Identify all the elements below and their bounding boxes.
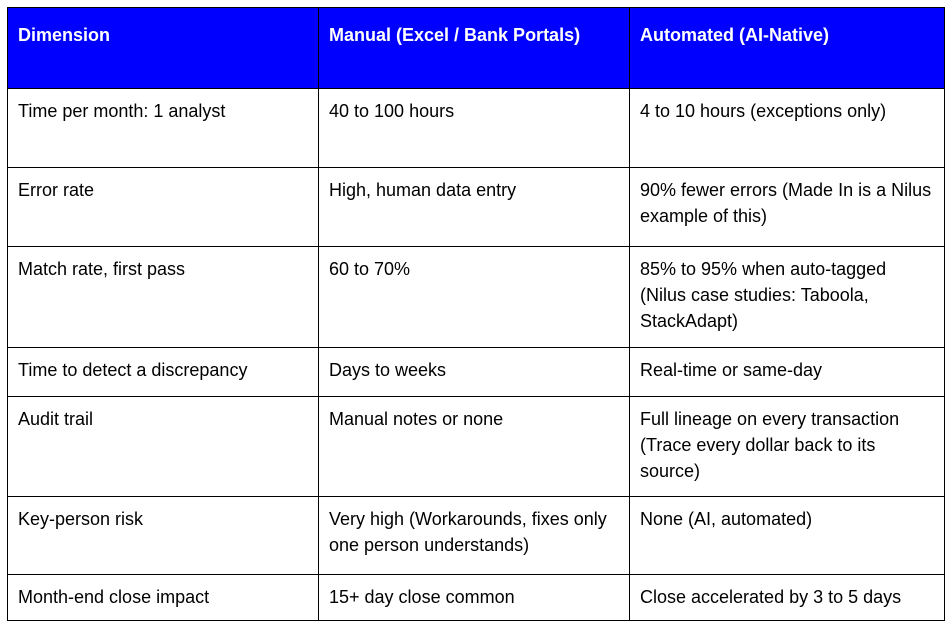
cell-manual: Days to weeks: [319, 348, 630, 397]
cell-manual: 60 to 70%: [319, 247, 630, 348]
cell-automated: Close accelerated by 3 to 5 days: [630, 575, 945, 621]
cell-manual: 40 to 100 hours: [319, 89, 630, 168]
table-row: [8, 397, 945, 497]
cell-dimension: Key-person risk: [8, 497, 319, 575]
cell-dimension: Match rate, first pass: [8, 247, 319, 348]
table-row: [8, 168, 945, 247]
cell-automated: None (AI, automated): [630, 497, 945, 575]
header-automated: Automated (AI-Native): [630, 8, 945, 89]
cell-dimension: Time to detect a discrepancy: [8, 348, 319, 397]
header-dimension: Dimension: [8, 8, 319, 89]
cell-dimension: Time per month: 1 analyst: [8, 89, 319, 168]
cell-automated: Real-time or same-day: [630, 348, 945, 397]
header-manual: Manual (Excel / Bank Portals): [319, 8, 630, 89]
cell-automated: 4 to 10 hours (exceptions only): [630, 89, 945, 168]
table-header-row: [8, 8, 945, 89]
cell-manual: Manual notes or none: [319, 397, 630, 497]
table-row: [8, 497, 945, 575]
cell-dimension: Month-end close impact: [8, 575, 319, 621]
table-row: [8, 247, 945, 348]
cell-dimension: Audit trail: [8, 397, 319, 497]
cell-automated: Full lineage on every transaction (Trace every dollar back to its source): [630, 397, 945, 497]
cell-automated: 90% fewer errors (Made In is a Nilus example of this): [630, 168, 945, 247]
table-row: [8, 348, 945, 397]
cell-manual: Very high (Workarounds, fixes only one person understands): [319, 497, 630, 575]
comparison-table: [7, 7, 945, 621]
table-row: [8, 89, 945, 168]
comparison-table-container: [7, 7, 944, 621]
cell-manual: 15+ day close common: [319, 575, 630, 621]
cell-dimension: Error rate: [8, 168, 319, 247]
cell-automated: 85% to 95% when auto-tagged (Nilus case studies: Taboola, StackAdapt): [630, 247, 945, 348]
cell-manual: High, human data entry: [319, 168, 630, 247]
table-row: [8, 575, 945, 621]
